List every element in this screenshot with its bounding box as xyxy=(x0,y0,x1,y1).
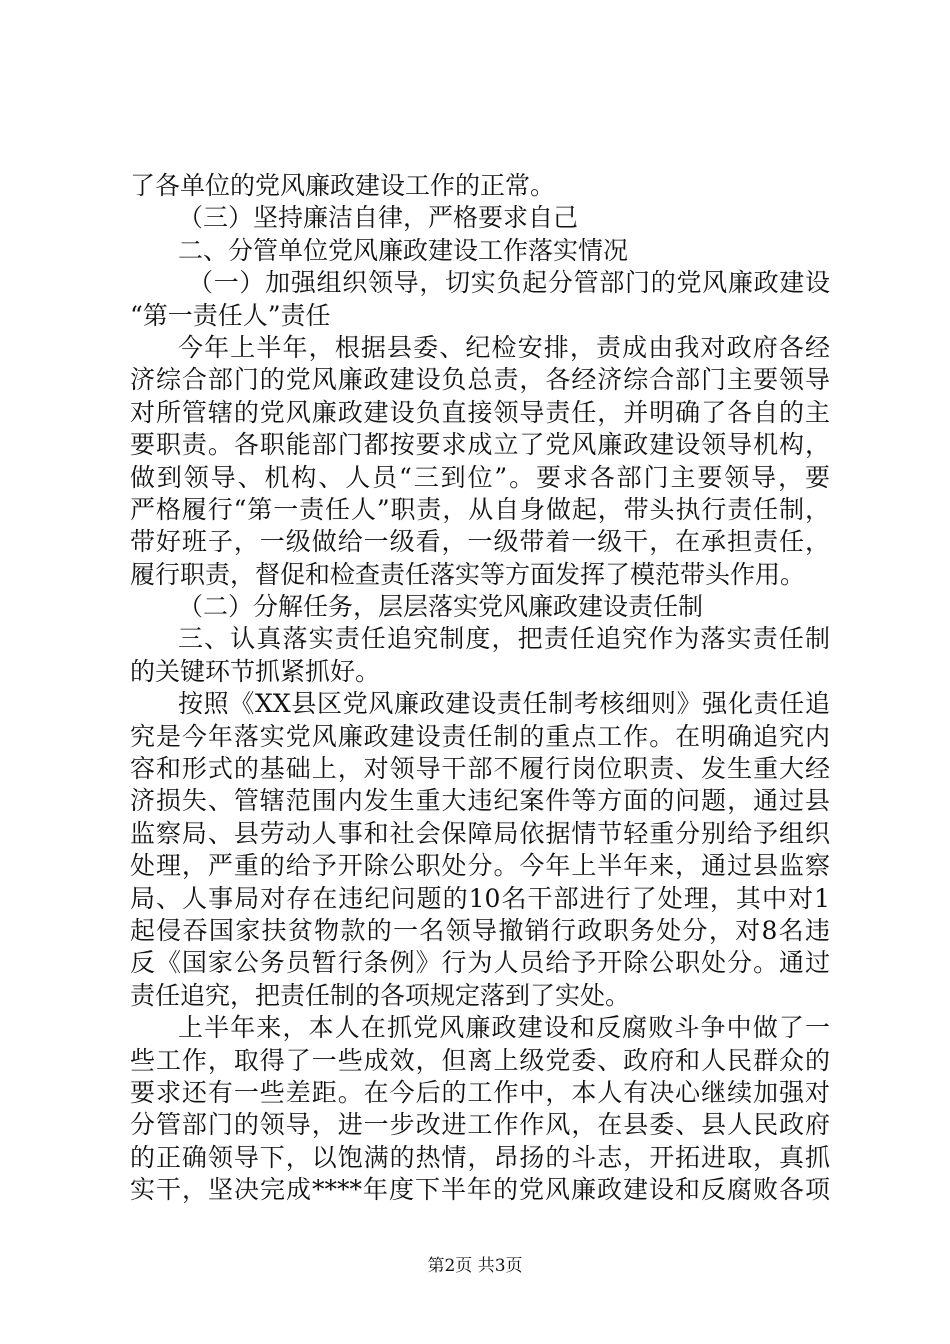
paragraph-line: 要求还有一些差距。在今后的工作中，本人有决心继续加强对 xyxy=(130,1077,830,1107)
paragraph-line: 对所管辖的党风廉政建设负直接领导责任，并明确了各自的主 xyxy=(130,397,830,427)
paragraph-line: 履行职责，督促和检查责任落实等方面发挥了模范带头作用。 xyxy=(130,559,806,589)
paragraph-line: 今年上半年，根据县委、纪检安排，责成由我对政府各经 xyxy=(178,332,830,362)
paragraph-line: 容和形式的基础上，对领导干部不履行岗位职责、发生重大经 xyxy=(130,754,830,784)
paragraph-line: 反《国家公务员暂行条例》行为人员给予开除公职处分。通过 xyxy=(130,948,830,978)
paragraph-line: 的正确领导下，以饱满的热情，昂扬的斗志，开拓进取，真抓 xyxy=(130,1142,830,1172)
paragraph-line: 起侵吞国家扶贫物款的一名领导撤销行政职务处分，对8名违 xyxy=(130,915,830,945)
page-number-footer: 第2页 共3页 xyxy=(427,1256,523,1276)
paragraph-line: 济综合部门的党风廉政建设负总责，各经济综合部门主要领导 xyxy=(130,365,830,395)
paragraph-line: 带好班子，一级做给一级看，一级带着一级干，在承担责任， xyxy=(130,527,830,557)
paragraph-line: 处理，严重的给予开除公职处分。今年上半年来，通过县监察 xyxy=(130,851,830,881)
paragraph-line: 究是今年落实党风廉政建设责任制的重点工作。在明确追究内 xyxy=(130,721,830,751)
paragraph-line: 上半年来，本人在抓党风廉政建设和反腐败斗争中做了一 xyxy=(178,1013,830,1043)
section-heading-1-cont: “第一责任人”责任 xyxy=(130,300,331,330)
section-heading-1: （一）加强组织领导，切实负起分管部门的党风廉政建设 xyxy=(188,268,830,298)
paragraph-line: 监察局、县劳动人事和社会保障局依据情节轻重分别给予组织 xyxy=(130,818,830,848)
paragraph-line: 严格履行“第一责任人”职责，从自身做起，带头执行责任制， xyxy=(130,494,830,524)
paragraph-line: 责任追究，把责任制的各项规定落到了实处。 xyxy=(130,980,631,1010)
paragraph-line: 按照《XX县区党风廉政建设责任制考核细则》强化责任追 xyxy=(178,689,830,719)
document-body xyxy=(130,170,830,1207)
paragraph-line: 分管部门的领导，进一步改进工作作风，在县委、县人民政府 xyxy=(130,1110,830,1140)
text-line-1: 了各单位的党风廉政建设工作的正常。 xyxy=(130,171,556,200)
paragraph-line: 些工作，取得了一些成效，但离上级党委、政府和人民群众的 xyxy=(130,1045,830,1075)
section-heading-part-2: 二、分管单位党风廉政建设工作落实情况 xyxy=(178,235,629,265)
section-heading-part-3-cont: 的关键环节抓紧抓好。 xyxy=(130,656,381,686)
paragraph-line: 实干，坚决完成****年度下半年的党风廉政建设和反腐败各项 xyxy=(130,1175,830,1205)
section-heading-2: （二）分解任务，层层落实党风廉政建设责任制 xyxy=(178,592,704,622)
section-heading-3: （三）坚持廉洁自律，严格要求自己 xyxy=(178,203,579,233)
section-heading-part-3: 三、认真落实责任追究制度，把责任追究作为落实责任制 xyxy=(178,624,830,654)
paragraph-line: 要职责。各职能部门都按要求成立了党风廉政建设领导机构， xyxy=(130,430,830,460)
paragraph-line: 济损失、管辖范围内发生重大违纪案件等方面的问题，通过县 xyxy=(130,786,830,816)
paragraph-line: 做到领导、机构、人员“三到位”。要求各部门主要领导，要 xyxy=(130,462,830,492)
paragraph-line: 局、人事局对存在违纪问题的10名干部进行了处理，其中对1 xyxy=(130,883,830,913)
